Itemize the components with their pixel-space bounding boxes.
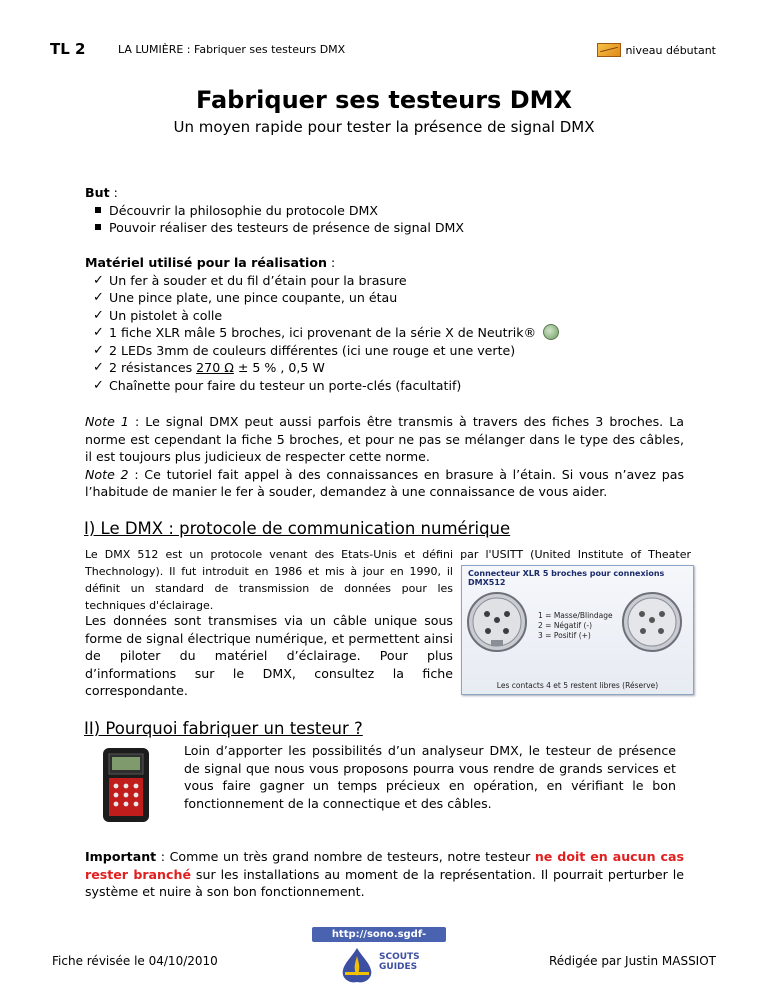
section-1-intro-line1: Le DMX 512 est un protocole venant des Etats-Unis et défini par l'USITT (United Institute of Theater [85,548,691,561]
important-label: Important [85,849,157,864]
materials-block [85,254,705,394]
section-2-body: Loin d’apporter les possibilités d’un analyseur DMX, le testeur de présence de signal que nous vous proposons pourra vous rendre de grands services et vous faire gagner un temps précieux en opération, en vérifiant le bon fonctionnement de la connectique et des câbles. [184,743,676,811]
list-item: Découvrir la philosophie du protocole DMX [85,202,685,220]
dmx-analyzer-image [85,742,169,826]
checkmark-icon: ✓ [93,290,104,305]
list-item: ✓ Chaînette pour faire du testeur un porte-clés (facultatif) [93,377,462,393]
legend-item: 2 = Négatif (-) [538,621,593,630]
note-2: Note 2 : Ce tutoriel fait appel à des connaissances en brasure à l’étain. Si vous n’avez pas l’habitude de manier le fer à souder, demandez à une connaissance de vous aider. [85,466,685,499]
section-1-body: Les données sont transmises via un câble unique sous forme de signal électrique numérique, et permettent ainsi de piloter du matériel d’éclairage. Pour plus d’informations sur le DMX, consultez la fiche correspondante. [85,613,453,698]
author: Rédigée par Justin MASSIOT [548,954,716,968]
section-1-intro-wrap [85,546,453,614]
note-1-label: Note 1 [85,414,129,429]
level-icon [597,43,621,57]
checkmark-icon: ✓ [93,342,104,358]
list-item: ✓ 1 fiche XLR mâle 5 broches, ici provenant de la série X de Neutrik® [85,324,705,342]
legend-item: 1 = Masse/Blindage [538,611,613,620]
list-item: ✓ Un fer à souder et du fil d’étain pour la brasure [93,272,407,288]
important-note: Important : Comme un très grand nombre de testeurs, notre testeur ne doit en aucun cas rester branché sur les installations au moment de la représentation. Il pourrait perturber le système et nuire à son bon fonctionnement. [85,849,684,899]
note-2-label: Note 2 [85,466,129,482]
checkmark-icon: ✓ [93,377,104,393]
document-title: Fabriquer ses testeurs DMX [195,86,573,114]
checkmark-icon: ✓ [93,325,104,340]
goals-block [85,184,685,237]
website-url-link[interactable]: http://sono.sgdf-bures.org/ [312,927,446,942]
figure-caption: Les contacts 4 et 5 restent libres (Réserve) [496,681,659,690]
level-label: niveau débutant [625,43,716,57]
pinout-legend [538,611,613,641]
logo-text: SCOUTS GUIDES [379,952,420,972]
list-item: ✓ Une pince plate, une pince coupante, un étau [93,290,398,305]
list-item: ✓ 2 LEDs 3mm de couleurs différentes (ici une rouge et une verte) [93,342,516,358]
neutrik-logo-icon [543,324,559,340]
checkmark-icon: ✓ [93,272,104,288]
checkmark-icon: ✓ [93,307,104,323]
checkmark-icon: ✓ [93,360,104,375]
goals-label: But [85,185,110,200]
scouts-guides-logo [335,944,435,988]
note-1: Note 1 : Le signal DMX peut aussi parfois être transmis à travers des fiches 3 broches. La norme est cependant la fiche 5 broches, et pour ne pas se mélanger dans le type des câbles, il est toujours plus judicieux de respecter cette norme. [85,414,684,464]
list-item: ✓ 2 résistances 270 Ω ± 5 % , 0,5 W [93,360,325,375]
section-2-heading: II) Pourquoi fabriquer un testeur ? [84,719,363,738]
materials-label: Matériel utilisé pour la réalisation [85,255,327,270]
important-warning: ne doit en aucun cas rester branché [85,849,684,882]
figure-title: Connecteur XLR 5 broches pour connexions DMX512 [468,569,665,587]
legend-item: 3 = Positif (+) [538,631,591,640]
materials-colon: : [326,255,336,270]
section-1-heading: I) Le DMX : protocole de communication numérique [84,519,511,538]
xlr-connector-figure [461,565,694,695]
square-bullet-icon [95,207,101,213]
resistance-value: 270 Ω [196,360,234,375]
notes-block [85,413,684,501]
header-title: LA LUMIÈRE : Fabriquer ses testeurs DMX [118,43,346,56]
list-item: ✓ Un pistolet à colle [93,307,223,323]
document-subtitle: Un moyen rapide pour tester la présence de signal DMX [173,118,595,136]
revision-date: Fiche révisée le 04/10/2010 [52,954,218,968]
list-item: Pouvoir réaliser des testeurs de présence de signal DMX [85,219,685,237]
dmx-analyzer-icon [85,742,169,826]
level-indicator [597,43,716,57]
document-code: TL 2 [50,40,86,58]
square-bullet-icon [95,224,101,230]
section-1-intro-rest: Thechnology). Il fut introduit en 1986 et mis à jour en 1990, il définit un standard de transmission de données pour les techniques d'éclairage. [85,565,453,612]
goals-colon: : [109,185,118,200]
